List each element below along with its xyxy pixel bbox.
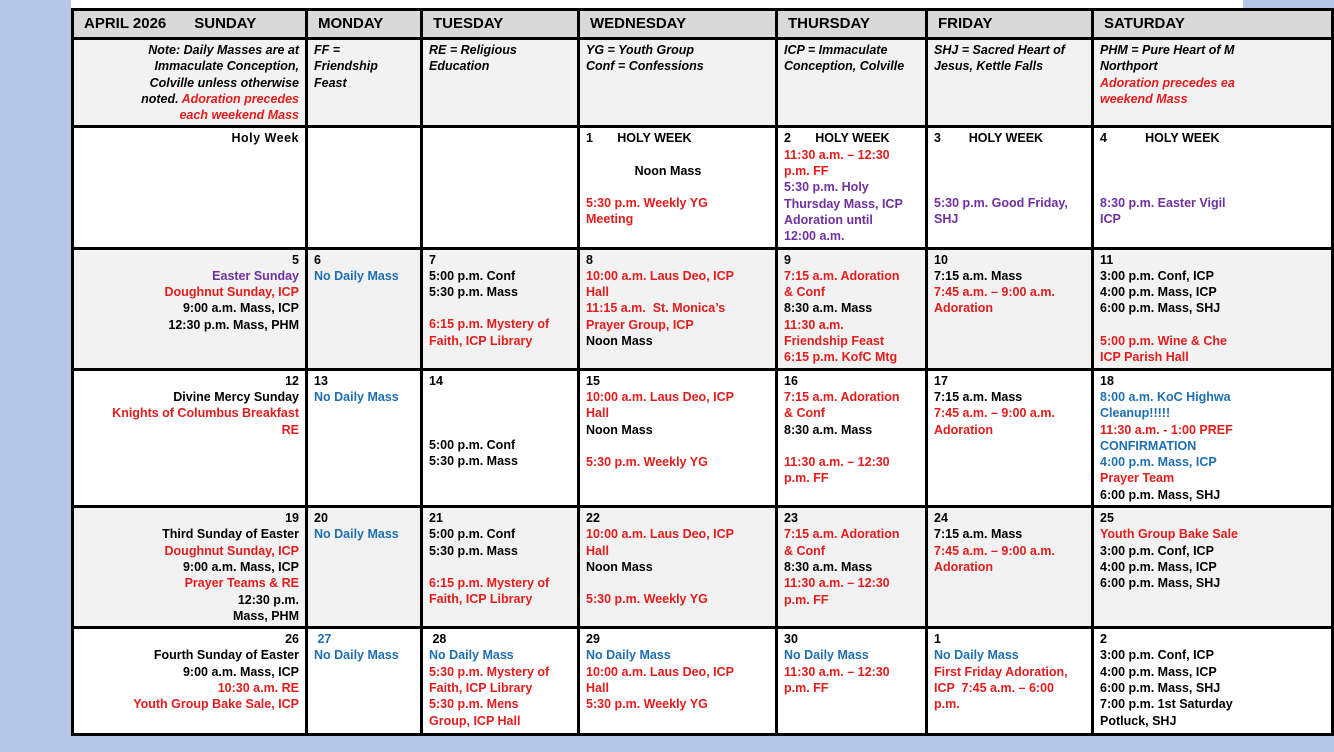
day-cell-friday xyxy=(927,127,1093,248)
event-line: Cleanup!!!!! xyxy=(1100,406,1171,421)
event-line: 9:00 a.m. Mass, ICP xyxy=(182,301,299,316)
day-cell-tuesday xyxy=(422,507,579,628)
event-line: 3:00 p.m. Conf, ICP xyxy=(1100,268,1214,283)
event-line: 10:00 a.m. Laus Deo, ICP xyxy=(586,268,734,283)
event-line: 6:15 p.m. Mystery of xyxy=(429,317,550,332)
event-line: 5:30 p.m. Mass xyxy=(429,543,518,558)
event-line: Doughnut Sunday, ICP xyxy=(164,285,299,300)
spacer xyxy=(934,147,1085,163)
day-number: 6 xyxy=(314,252,321,267)
event-line: ICP 7:45 a.m. – 6:00 xyxy=(934,680,1054,695)
notes-row xyxy=(73,39,1333,127)
day-cell-wednesday xyxy=(579,369,777,506)
day-number: 8 xyxy=(586,252,593,267)
event-line: & Conf xyxy=(784,543,825,558)
weeks-body xyxy=(73,127,1333,735)
event-line: 7:15 a.m. Mass xyxy=(934,268,1023,283)
event-line: Noon Mass xyxy=(586,334,653,349)
spacer xyxy=(934,179,1085,195)
day-number: 5 xyxy=(292,252,299,267)
day-header-wednesday: WEDNESDAY xyxy=(579,10,777,39)
spacer xyxy=(429,300,571,316)
day-header-monday: MONDAY xyxy=(307,10,422,39)
event-line: Hall xyxy=(586,285,609,300)
calendar-sheet xyxy=(71,0,1243,728)
day-number: 1 xyxy=(934,632,941,647)
event-line: 5:30 p.m. Weekly YG xyxy=(586,196,708,211)
event-line: 5:30 p.m. Good Friday, xyxy=(934,195,1068,210)
day-header-saturday: SATURDAY xyxy=(1093,10,1333,39)
event-line: No Daily Mass xyxy=(429,648,514,663)
day-number: 23 xyxy=(784,511,798,526)
day-number: 10 xyxy=(934,252,948,267)
event-line: 8:30 a.m. Mass xyxy=(784,422,873,437)
day-cell-tuesday xyxy=(422,628,579,735)
header-row xyxy=(73,10,1333,39)
event-line: 9:00 a.m. Mass, ICP xyxy=(182,664,299,679)
holy-week-text: Holy Week xyxy=(231,131,299,146)
week-row xyxy=(73,127,1333,248)
day-cell-monday xyxy=(307,628,422,735)
event-line: CONFIRMATION xyxy=(1100,438,1197,453)
day-header-thursday: THURSDAY xyxy=(777,10,927,39)
event-line: ICP Parish Hall xyxy=(1100,350,1189,365)
event-line: 11:30 a.m. - 1:00 PREF xyxy=(1100,422,1233,437)
note-friday xyxy=(927,39,1093,127)
event-line: Hall xyxy=(586,543,609,558)
day-cell-thursday xyxy=(777,507,927,628)
day-cell-friday xyxy=(927,248,1093,369)
event-line: 11:15 a.m. St. Monica’s xyxy=(586,301,726,316)
event-line: Easter Sunday xyxy=(212,268,299,283)
spacer xyxy=(586,438,769,454)
event-line: 7:15 a.m. Mass xyxy=(934,389,1023,404)
event-line: p.m. FF xyxy=(784,471,829,486)
day-number: 12 xyxy=(285,373,299,388)
spacer xyxy=(586,575,769,591)
note-line-red: each weekend Mass xyxy=(179,108,299,123)
day-cell-thursday xyxy=(777,248,927,369)
spacer xyxy=(1100,179,1325,195)
event-line: Noon Mass xyxy=(586,163,702,178)
event-line: 5:30 p.m. Weekly YG xyxy=(586,697,708,712)
note-line: Friendship xyxy=(314,59,378,74)
event-line: SHJ xyxy=(934,212,959,227)
spacer xyxy=(429,559,571,575)
day-cell-saturday xyxy=(1093,127,1333,248)
event-line: 5:30 p.m. Mens xyxy=(429,697,519,712)
day-cell-sunday xyxy=(73,248,307,369)
week-row xyxy=(73,628,1333,735)
event-line: Hall xyxy=(586,680,609,695)
day-cell-monday xyxy=(307,507,422,628)
day-cell-tuesday xyxy=(422,127,579,248)
day-cell-monday xyxy=(307,369,422,506)
event-line: Adoration until xyxy=(784,212,873,227)
event-line: 8:30 a.m. Mass xyxy=(784,559,873,574)
day-number: 19 xyxy=(285,511,299,526)
event-line: Potluck, SHJ xyxy=(1100,713,1177,728)
day-cell-sunday xyxy=(73,507,307,628)
day-cell-friday xyxy=(927,369,1093,506)
event-line: & Conf xyxy=(784,285,825,300)
note-line-red: Adoration precedes xyxy=(181,91,299,106)
day-cell-sunday xyxy=(73,369,307,506)
note-line: Colville unless otherwise xyxy=(149,75,299,90)
day-cell-friday xyxy=(927,507,1093,628)
event-line: Faith, ICP Library xyxy=(429,680,533,695)
event-line: 6:00 p.m. Mass, SHJ xyxy=(1100,487,1221,502)
event-line: No Daily Mass xyxy=(586,648,671,663)
event-line: 4:00 p.m. Mass, ICP xyxy=(1100,664,1217,679)
note-thursday xyxy=(777,39,927,127)
event-line: Prayer Group, ICP xyxy=(586,317,694,332)
day-number: 3 HOLY WEEK xyxy=(934,131,1044,146)
event-line: Hall xyxy=(586,406,609,421)
event-line: Faith, ICP Library xyxy=(429,592,533,607)
day-number: 15 xyxy=(586,373,600,388)
spacer xyxy=(1100,147,1325,163)
event-line: 7:45 a.m. – 9:00 a.m. xyxy=(934,543,1055,558)
note-monday xyxy=(307,39,422,127)
event-line: 11:30 a.m. – 12:30 xyxy=(784,454,890,469)
event-line: 7:15 a.m. Adoration xyxy=(784,268,900,283)
day-cell-saturday xyxy=(1093,628,1333,735)
event-line: 12:30 p.m. xyxy=(237,592,299,607)
event-line: 5:30 p.m. Holy xyxy=(784,180,869,195)
event-line: 8:30 a.m. Mass xyxy=(784,301,873,316)
day-cell-wednesday xyxy=(579,628,777,735)
day-cell-monday xyxy=(307,127,422,248)
event-line: Prayer Team xyxy=(1100,471,1175,486)
spacer xyxy=(1100,163,1325,179)
week-row xyxy=(73,248,1333,369)
day-number: 27 xyxy=(314,632,332,647)
event-line: Divine Mercy Sunday xyxy=(173,389,299,404)
event-line: 5:30 p.m. Mass xyxy=(429,454,518,469)
day-cell-thursday xyxy=(777,369,927,506)
day-number: 26 xyxy=(285,632,299,647)
note-line: Conf = Confessions xyxy=(586,59,704,74)
event-line: 5:30 p.m. Weekly YG xyxy=(586,454,708,469)
spacer xyxy=(429,389,571,405)
event-line: 10:00 a.m. Laus Deo, ICP xyxy=(586,527,734,542)
spacer xyxy=(429,405,571,421)
event-line: No Daily Mass xyxy=(934,648,1019,663)
day-header-friday: FRIDAY xyxy=(927,10,1093,39)
note-wednesday xyxy=(579,39,777,127)
note-sunday xyxy=(73,39,307,127)
event-line: 4:00 p.m. Mass, ICP xyxy=(1100,559,1217,574)
note-line: PHM = Pure Heart of M xyxy=(1100,43,1235,57)
month-label: APRIL 2026 xyxy=(84,14,167,32)
spacer xyxy=(586,147,769,163)
event-line: 9:00 a.m. Mass, ICP xyxy=(182,559,299,574)
event-line: Faith, ICP Library xyxy=(429,333,533,348)
day-cell-thursday xyxy=(777,127,927,248)
spacer xyxy=(586,179,769,195)
event-line: Adoration xyxy=(934,301,994,316)
day-number: 1 HOLY WEEK xyxy=(586,131,692,146)
event-line: Noon Mass xyxy=(586,559,653,574)
note-line: SHJ = Sacred Heart of xyxy=(934,43,1065,57)
event-line: No Daily Mass xyxy=(784,648,869,663)
event-line: 5:00 p.m. Conf xyxy=(429,437,516,452)
note-line: noted. xyxy=(141,91,182,106)
event-line: 6:00 p.m. Mass, SHJ xyxy=(1100,576,1221,591)
event-line: 5:00 p.m. Conf xyxy=(429,268,516,283)
day-number: 20 xyxy=(314,511,328,526)
event-line: Mass, PHM xyxy=(233,608,299,623)
day-cell-tuesday xyxy=(422,248,579,369)
event-line: 10:00 a.m. Laus Deo, ICP xyxy=(586,389,734,404)
week-row xyxy=(73,369,1333,506)
event-line: 12:00 a.m. xyxy=(784,229,845,244)
event-line: 7:00 p.m. 1st Saturday xyxy=(1100,697,1233,712)
day-number: 17 xyxy=(934,373,948,388)
spacer xyxy=(784,438,919,454)
event-line: 5:30 p.m. Weekly YG xyxy=(586,592,708,607)
event-line: 6:00 p.m. Mass, SHJ xyxy=(1100,680,1221,695)
day-header-sunday: SUNDAY xyxy=(194,14,257,32)
event-line: Group, ICP Hall xyxy=(429,713,521,728)
day-number: 21 xyxy=(429,511,443,526)
event-line: 11:30 a.m. xyxy=(784,317,844,332)
event-line: p.m. FF xyxy=(784,164,829,179)
event-line: 5:30 p.m. Mystery of xyxy=(429,664,550,679)
event-line: p.m. FF xyxy=(784,592,829,607)
event-line: 10:00 a.m. Laus Deo, ICP xyxy=(586,664,734,679)
day-number: 2 HOLY WEEK xyxy=(784,131,890,146)
day-cell-wednesday xyxy=(579,248,777,369)
event-line: 6:15 p.m. KofC Mtg xyxy=(784,350,898,365)
day-cell-tuesday xyxy=(422,369,579,506)
day-number: 9 xyxy=(784,252,791,267)
event-line: Meeting xyxy=(586,212,634,227)
note-saturday xyxy=(1093,39,1333,127)
day-cell-saturday xyxy=(1093,369,1333,506)
event-line: No Daily Mass xyxy=(314,648,399,663)
event-line: Youth Group Bake Sale, ICP xyxy=(133,697,299,712)
day-number: 4 HOLY WEEK xyxy=(1100,131,1220,146)
event-line: 7:15 a.m. Mass xyxy=(934,527,1023,542)
event-line: 4:00 p.m. Mass, ICP xyxy=(1100,285,1217,300)
event-line: Friendship Feast xyxy=(784,334,885,349)
day-number: 7 xyxy=(429,252,436,267)
event-line: Noon Mass xyxy=(586,422,653,437)
note-line: Note: Daily Masses are at xyxy=(148,43,299,57)
day-header-tuesday: TUESDAY xyxy=(422,10,579,39)
event-line: p.m. xyxy=(934,697,960,712)
day-number: 28 xyxy=(429,632,447,647)
event-line: Adoration xyxy=(934,422,994,437)
day-number: 14 xyxy=(429,373,443,388)
day-number: 24 xyxy=(934,511,948,526)
day-number: 13 xyxy=(314,373,328,388)
event-line: 5:00 p.m. Wine & Che xyxy=(1100,333,1227,348)
event-line: 6:15 p.m. Mystery of xyxy=(429,575,550,590)
event-line: 11:30 a.m. – 12:30 xyxy=(784,664,890,679)
event-line: Third Sunday of Easter xyxy=(162,527,299,542)
event-line: 11:30 a.m. – 12:30 xyxy=(784,147,890,162)
event-line: No Daily Mass xyxy=(314,527,399,542)
note-line: FF = xyxy=(314,43,341,57)
event-line: & Conf xyxy=(784,406,825,421)
event-line: p.m. FF xyxy=(784,680,829,695)
calendar-table xyxy=(71,8,1334,736)
note-line: Northport xyxy=(1100,59,1158,74)
note-line: ICP = Immaculate xyxy=(784,43,888,57)
event-line: Doughnut Sunday, ICP xyxy=(164,543,299,558)
note-line: Immaculate Conception, xyxy=(154,59,299,74)
event-line: 8:30 p.m. Easter Vigil xyxy=(1100,195,1226,210)
day-number: 22 xyxy=(586,511,600,526)
event-line: 7:45 a.m. – 9:00 a.m. xyxy=(934,285,1055,300)
event-line: No Daily Mass xyxy=(314,268,399,283)
spacer xyxy=(1100,317,1325,333)
event-line: 10:30 a.m. RE xyxy=(217,680,299,695)
event-line: 11:30 a.m. – 12:30 xyxy=(784,576,890,591)
event-line: 5:30 p.m. Mass xyxy=(429,285,518,300)
event-line: Fourth Sunday of Easter xyxy=(153,648,299,663)
event-line: 12:30 p.m. Mass, PHM xyxy=(168,317,299,332)
spacer xyxy=(429,421,571,437)
week-row xyxy=(73,507,1333,628)
event-line: Prayer Teams & RE xyxy=(184,576,299,591)
note-line: YG = Youth Group xyxy=(586,43,694,57)
spacer xyxy=(934,163,1085,179)
event-line: 7:15 a.m. Adoration xyxy=(784,527,900,542)
day-number: 30 xyxy=(784,632,798,647)
day-number: 29 xyxy=(586,632,600,647)
day-number: 2 xyxy=(1100,632,1107,647)
day-number: 25 xyxy=(1100,511,1114,526)
note-line: Conception, Colville xyxy=(784,59,905,74)
day-number: 11 xyxy=(1100,252,1114,267)
day-cell-wednesday xyxy=(579,127,777,248)
note-line-red: Adoration precedes ea xyxy=(1100,75,1235,90)
event-line: 6:00 p.m. Mass, SHJ xyxy=(1100,301,1221,316)
day-cell-saturday xyxy=(1093,507,1333,628)
event-line: First Friday Adoration, xyxy=(934,664,1068,679)
event-line: No Daily Mass xyxy=(314,389,399,404)
event-line: RE xyxy=(281,422,299,437)
event-line: Youth Group Bake Sale xyxy=(1100,527,1238,542)
event-line: 4:00 p.m. Mass, ICP xyxy=(1100,455,1217,470)
event-line: ICP xyxy=(1100,212,1121,227)
note-line: Feast xyxy=(314,75,347,90)
day-cell-saturday xyxy=(1093,248,1333,369)
note-line: Jesus, Kettle Falls xyxy=(934,59,1044,74)
holy-week-banner xyxy=(73,127,307,248)
event-line: Adoration xyxy=(934,559,994,574)
day-number: 18 xyxy=(1100,373,1114,388)
event-line: 8:00 a.m. KoC Highwa xyxy=(1100,389,1231,404)
event-line: 3:00 p.m. Conf, ICP xyxy=(1100,648,1214,663)
note-line: RE = Religious xyxy=(429,43,517,57)
day-cell-sunday xyxy=(73,628,307,735)
day-cell-wednesday xyxy=(579,507,777,628)
day-cell-friday xyxy=(927,628,1093,735)
note-line-red: weekend Mass xyxy=(1100,91,1188,106)
event-line: 7:45 a.m. – 9:00 a.m. xyxy=(934,406,1055,421)
event-line: 3:00 p.m. Conf, ICP xyxy=(1100,543,1214,558)
note-line: Education xyxy=(429,59,490,74)
day-number: 16 xyxy=(784,373,798,388)
note-tuesday xyxy=(422,39,579,127)
day-cell-thursday xyxy=(777,628,927,735)
header-sunday xyxy=(73,10,307,39)
event-line: 7:15 a.m. Adoration xyxy=(784,389,900,404)
event-line: Knights of Columbus Breakfast xyxy=(112,406,299,421)
event-line: Thursday Mass, ICP xyxy=(784,196,903,211)
day-cell-monday xyxy=(307,248,422,369)
event-line: 5:00 p.m. Conf xyxy=(429,527,516,542)
